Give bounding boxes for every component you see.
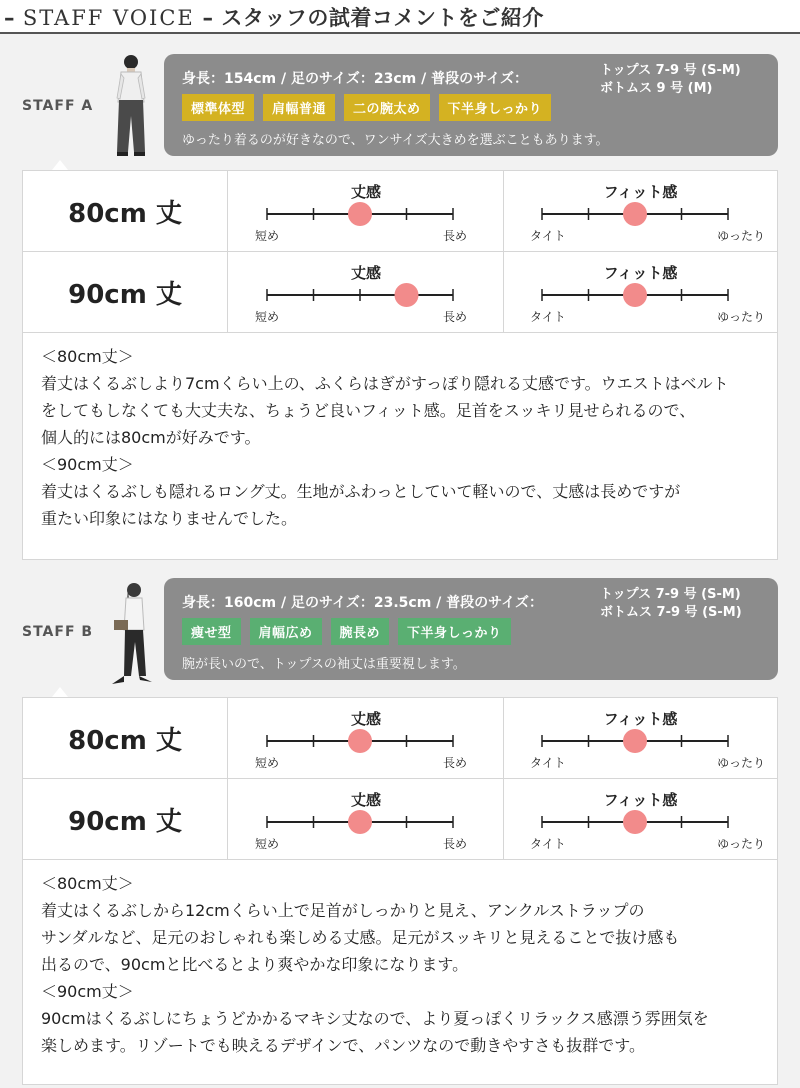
length-meter: [229, 698, 503, 778]
staff-a-size-top: トップス 7-9 号 (S-M): [600, 63, 741, 78]
meter-min-label: 短め: [255, 310, 280, 324]
meter-title: 丈感: [350, 710, 381, 728]
length-scale: [229, 728, 503, 754]
meter-title: 丈感: [350, 183, 381, 201]
staff-a-panel-pointer: [52, 160, 68, 170]
description-line: 90cmはくるぶしにちょうどかかるマキシ丈なので、より夏っぽくリラックス感漂う雰囲気を: [41, 1009, 709, 1028]
row-length-label: 80cm 丈: [23, 698, 228, 778]
scale-marker: [348, 729, 372, 753]
meter-min-label: 短め: [255, 756, 280, 770]
description-line: をしてもしなくても大丈夫な、ちょうど良いフィット感。足首をスッキリ見せられるので、: [41, 401, 696, 420]
staff-b-tags: [182, 618, 511, 645]
meter-max-label: 長め: [442, 756, 467, 770]
scale-marker: [395, 283, 419, 307]
meter-max-label: ゆったり: [717, 837, 765, 851]
scale-marker: [623, 283, 647, 307]
staff-b-section: [0, 562, 800, 1088]
staff-b-tag: 下半身しっかり: [398, 618, 511, 645]
description-line: ＜90cm丈＞: [41, 455, 134, 474]
length-scale: [229, 201, 503, 227]
scale-marker: [348, 202, 372, 226]
description-line: 個人的には80cmが好みです。: [41, 428, 261, 447]
staff-a-fit-panel: [22, 170, 778, 560]
staff-b-size-bottom: ボトムス 7-9 号 (S-M): [600, 605, 742, 620]
meter-max-label: 長め: [442, 310, 467, 324]
page-title-en: STAFF VOICE: [22, 6, 195, 30]
length-meter: [229, 779, 503, 859]
description-line: 着丈はくるぶしから12cmくらい上で足首がしっかりと見え、アンクルストラップの: [41, 901, 645, 920]
description-line: 出るので、90cmと比べるとより爽やかな印象になります。: [41, 955, 469, 974]
meter-title: 丈感: [350, 791, 381, 809]
length-meter: [229, 252, 503, 332]
fit-meter: [503, 779, 777, 859]
fit-row: [23, 698, 777, 779]
staff-a-size-bottom: ボトムス 9 号 (M): [600, 81, 713, 96]
fit-meter: [503, 698, 777, 778]
staff-a-comment: ゆったり着るのが好きなので、ワンサイズ大きめを選ぶこともあります。: [182, 133, 609, 148]
meter-max-label: ゆったり: [717, 229, 765, 243]
fit-scale: [504, 282, 778, 308]
description-line: 着丈はくるぶしより7cmくらい上の、ふくらはぎがすっぽり隠れる丈感です。ウエストはベルト: [41, 374, 729, 393]
staff-a-sizes: [600, 62, 741, 98]
page-title-jp: スタッフの試着コメントをご紹介: [221, 6, 544, 30]
fit-row: [23, 171, 777, 252]
staff-b-description: [41, 870, 709, 1059]
description-line: 楽しめます。リゾートでも映えるデザインで、パンツなので動きやすさも抜群です。: [41, 1036, 646, 1055]
length-scale: [229, 282, 503, 308]
meter-min-label: 短め: [255, 229, 280, 243]
meter-min-label: タイト: [530, 310, 566, 324]
fit-meter: [503, 171, 777, 251]
meter-max-label: ゆったり: [717, 310, 765, 324]
description-line: 着丈はくるぶしも隠れるロング丈。生地がふわっとしていて軽いので、丈感は長めですが: [41, 482, 681, 501]
scale-marker: [623, 729, 647, 753]
scale-marker: [348, 810, 372, 834]
staff-a-tag: 二の腕太め: [344, 94, 430, 121]
fit-scale: [504, 728, 778, 754]
description-line: ＜80cm丈＞: [41, 347, 134, 366]
row-length-label: 80cm 丈: [23, 171, 228, 251]
page-title: – STAFF VOICE – スタッフの試着コメントをご紹介: [4, 6, 544, 30]
meter-max-label: 長め: [442, 229, 467, 243]
description-line: 重たい印象にはなりませんでした。: [41, 509, 298, 528]
scale-marker: [623, 810, 647, 834]
meter-title: 丈感: [350, 264, 381, 282]
meter-max-label: ゆったり: [717, 756, 765, 770]
meter-min-label: タイト: [530, 229, 566, 243]
staff-b-tag: 痩せ型: [182, 618, 241, 645]
staff-b-tag: 腕長め: [331, 618, 390, 645]
row-length-label: 90cm 丈: [23, 779, 228, 859]
fit-row: [23, 779, 777, 860]
description-line: ＜90cm丈＞: [41, 982, 134, 1001]
staff-b-photo: [104, 580, 160, 692]
length-meter: [229, 171, 503, 251]
length-scale: [229, 809, 503, 835]
fit-scale: [504, 809, 778, 835]
staff-b-profile: 身長：160cm / 足のサイズ：23.5cm / 普段のサイズ：: [182, 595, 544, 611]
staff-b-info-box: [164, 578, 778, 680]
staff-a-info-box: [164, 54, 778, 156]
row-length-label: 90cm 丈: [23, 252, 228, 332]
staff-a-profile: 身長：154cm / 足のサイズ：23cm / 普段のサイズ：: [182, 71, 528, 87]
meter-min-label: 短め: [255, 837, 280, 851]
description-line: ＜80cm丈＞: [41, 874, 134, 893]
staff-a-tag: 肩幅普通: [263, 94, 335, 121]
fit-row: [23, 252, 777, 333]
meter-title: フィット感: [603, 791, 678, 809]
meter-title: フィット感: [603, 183, 678, 201]
meter-min-label: タイト: [530, 756, 566, 770]
staff-b-label: STAFF B: [22, 624, 94, 640]
meter-title: フィット感: [603, 264, 678, 282]
meter-min-label: タイト: [530, 837, 566, 851]
scale-marker: [623, 202, 647, 226]
staff-a-section: [0, 34, 800, 574]
staff-b-size-top: トップス 7-9 号 (S-M): [600, 587, 741, 602]
staff-b-sizes: [600, 586, 742, 622]
staff-a-tag: 下半身しっかり: [439, 94, 552, 121]
staff-a-photo: [108, 50, 156, 162]
page-header: [0, 0, 800, 34]
fit-scale: [504, 201, 778, 227]
staff-a-label: STAFF A: [22, 98, 94, 114]
meter-title: フィット感: [603, 710, 678, 728]
staff-b-panel-pointer: [52, 687, 68, 697]
fit-meter: [503, 252, 777, 332]
staff-b-tag: 肩幅広め: [250, 618, 322, 645]
staff-b-fit-panel: [22, 697, 778, 1085]
meter-max-label: 長め: [442, 837, 467, 851]
staff-a-tag: 標準体型: [182, 94, 254, 121]
staff-a-description: [41, 343, 729, 532]
staff-a-tags: [182, 94, 551, 121]
staff-b-comment: 腕が長いので、トップスの袖丈は重要視します。: [182, 657, 466, 672]
description-line: サンダルなど、足元のおしゃれも楽しめる丈感。足元がスッキリと見えることで抜け感も: [41, 928, 680, 947]
